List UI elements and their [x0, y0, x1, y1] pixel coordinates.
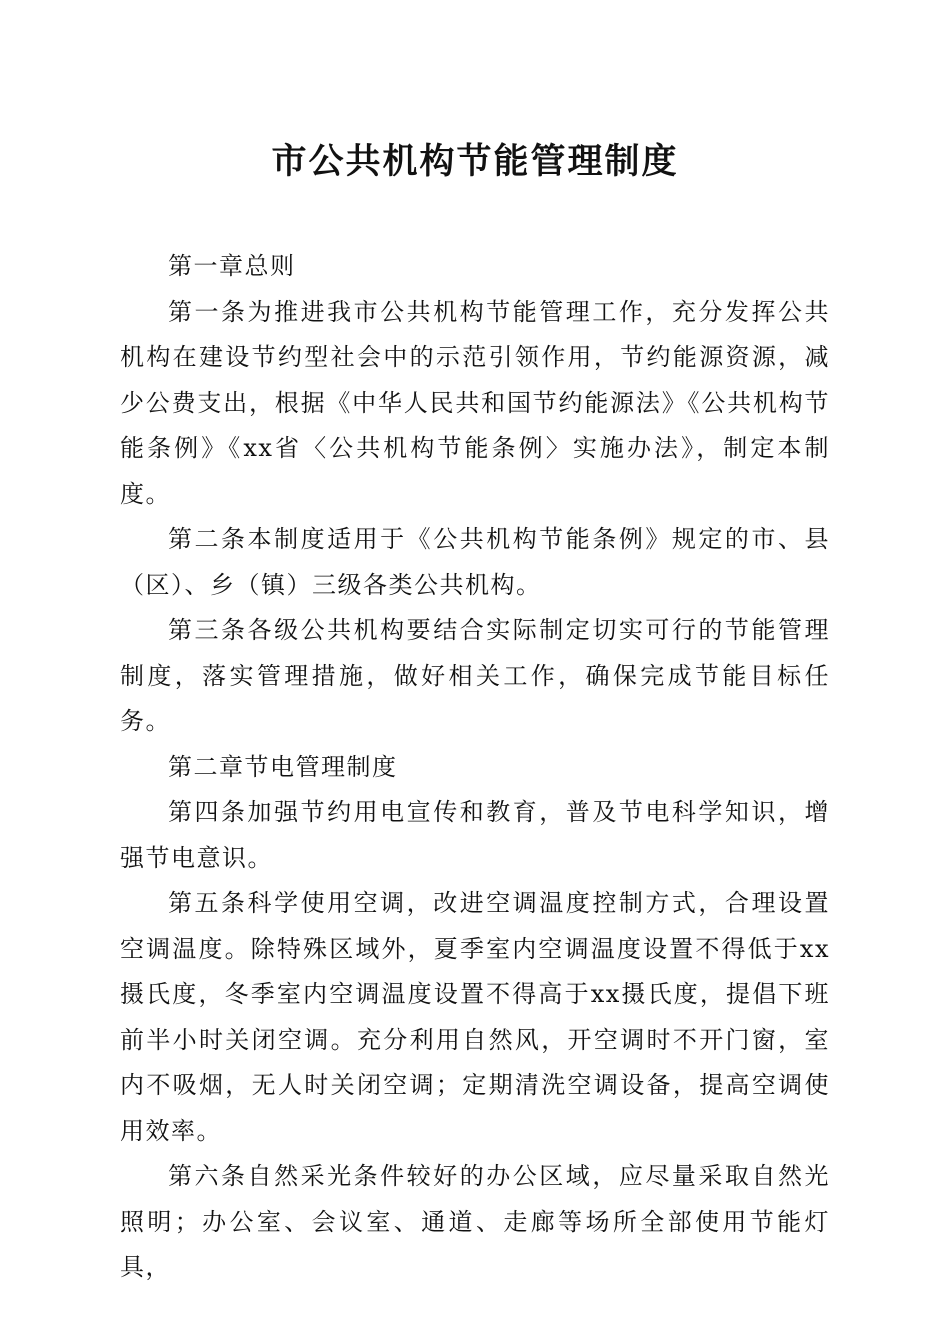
- article-paragraph: 第四条加强节约用电宣传和教育，普及节电科学知识，增强节电意识。: [120, 798, 830, 872]
- chapter-heading: 第一章总则: [168, 252, 296, 280]
- article-paragraph: 第三条各级公共机构要结合实际制定切实可行的节能管理制度，落实管理措施，做好相关工作，确保完成节能目标任务。: [120, 616, 830, 735]
- article-paragraph: 第一条为推进我市公共机构节能管理工作，充分发挥公共机构在建设节约型社会中的示范引领作用，节约能源资源，减少公费支出，根据《中华人民共和国节约能源法》《公共机构节能条例》《xx省〈公共机构节能条例〉实施办法》，制定本制度。: [120, 297, 830, 508]
- article-paragraph: 第二条本制度适用于《公共机构节能条例》规定的市、县（区）、乡（镇）三级各类公共机构。: [120, 525, 830, 599]
- article-paragraph: 第六条自然采光条件较好的办公区域，应尽量采取自然光照明；办公室、会议室、通道、走廊等场所全部使用节能灯具，: [120, 1162, 830, 1281]
- chapter-heading: 第二章节电管理制度: [168, 752, 398, 781]
- document-title: 市公共机构节能管理制度: [271, 141, 679, 182]
- article-paragraph: 第五条科学使用空调，改进空调温度控制方式，合理设置空调温度。除特殊区域外，夏季室内空调温度设置不得低于xx摄氏度，冬季室内空调温度设置不得高于xx摄氏度，提倡下班前半小时关闭空调。充分利用自然风，开空调时不开门窗，室内不吸烟，无人时关闭空调；定期清洗空调设备，提高空调使用效率。: [120, 889, 830, 1145]
- document-body: [120, 244, 830, 1291]
